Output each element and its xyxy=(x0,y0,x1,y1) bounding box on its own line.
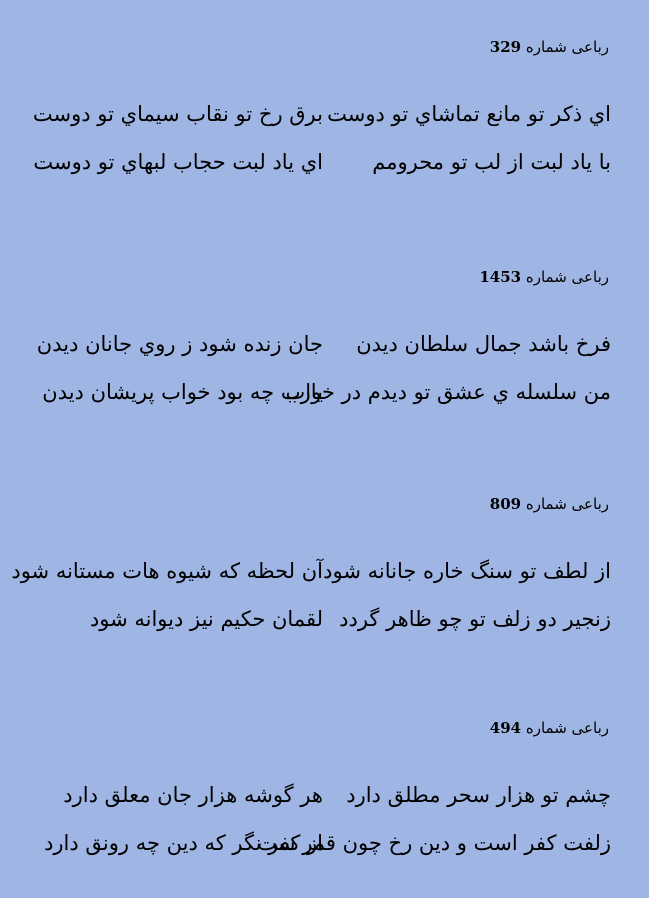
second-hemistich: لقمان حكيم نيز ديوانه شود xyxy=(89,607,323,631)
verse-line xyxy=(0,144,649,180)
verse-line xyxy=(0,326,649,362)
first-hemistich: زلفت كفر است و دين رخ چون قمر ست xyxy=(257,831,611,855)
first-hemistich: با ياد لبت از لب تو محرومم xyxy=(372,150,611,174)
verse-line xyxy=(0,553,649,589)
heading-label: رباعی شماره xyxy=(525,719,609,737)
second-hemistich: اي ياد لبت حجاب لبهاي تو دوست xyxy=(33,150,323,174)
verse-line xyxy=(0,777,649,813)
second-hemistich: برق رخ تو نقاب سيماي تو دوست xyxy=(32,102,323,126)
verse-line xyxy=(0,601,649,637)
first-hemistich: از لطف تو سنگ خاره جانانه شود xyxy=(323,559,611,583)
heading-label: رباعی شماره xyxy=(525,495,609,513)
first-hemistich: زنجير دو زلف تو چو ظاهر گردد xyxy=(339,607,611,631)
verse-line xyxy=(0,96,649,132)
verse-line xyxy=(0,374,649,410)
first-hemistich: اي ذكر تو مانع تماشاي تو دوست xyxy=(327,102,611,126)
quatrain-heading xyxy=(490,38,609,56)
quatrain-number: 494 xyxy=(489,719,522,737)
quatrain-heading xyxy=(490,719,609,737)
second-hemistich: جان زنده شود ز روي جانان ديدن xyxy=(36,332,323,356)
heading-label: رباعی شماره xyxy=(525,268,609,286)
quatrain-number: 329 xyxy=(489,38,522,56)
second-hemistich: هر گوشه هزار جان معلق دارد xyxy=(63,783,323,807)
second-hemistich: يارب چه بود خواب پريشان ديدن xyxy=(42,380,323,404)
quatrain-number: 1453 xyxy=(479,268,522,286)
quatrain-number: 809 xyxy=(489,495,522,513)
first-hemistich: چشم تو هزار سحر مطلق دارد xyxy=(346,783,611,807)
first-hemistich: فرخ باشد جمال سلطان ديدن xyxy=(356,332,611,356)
heading-label: رباعی شماره xyxy=(525,38,609,56)
quatrain-heading xyxy=(479,268,609,286)
second-hemistich: آن لحظه كه شيوه هات مستانه شود xyxy=(11,559,323,583)
quatrain-heading xyxy=(490,495,609,513)
second-hemistich: از كفر نگر كه دين چه رونق دارد xyxy=(44,831,323,855)
verse-line xyxy=(0,825,649,861)
first-hemistich: من سلسله ي عشق تو ديدم در خواب xyxy=(285,380,611,404)
